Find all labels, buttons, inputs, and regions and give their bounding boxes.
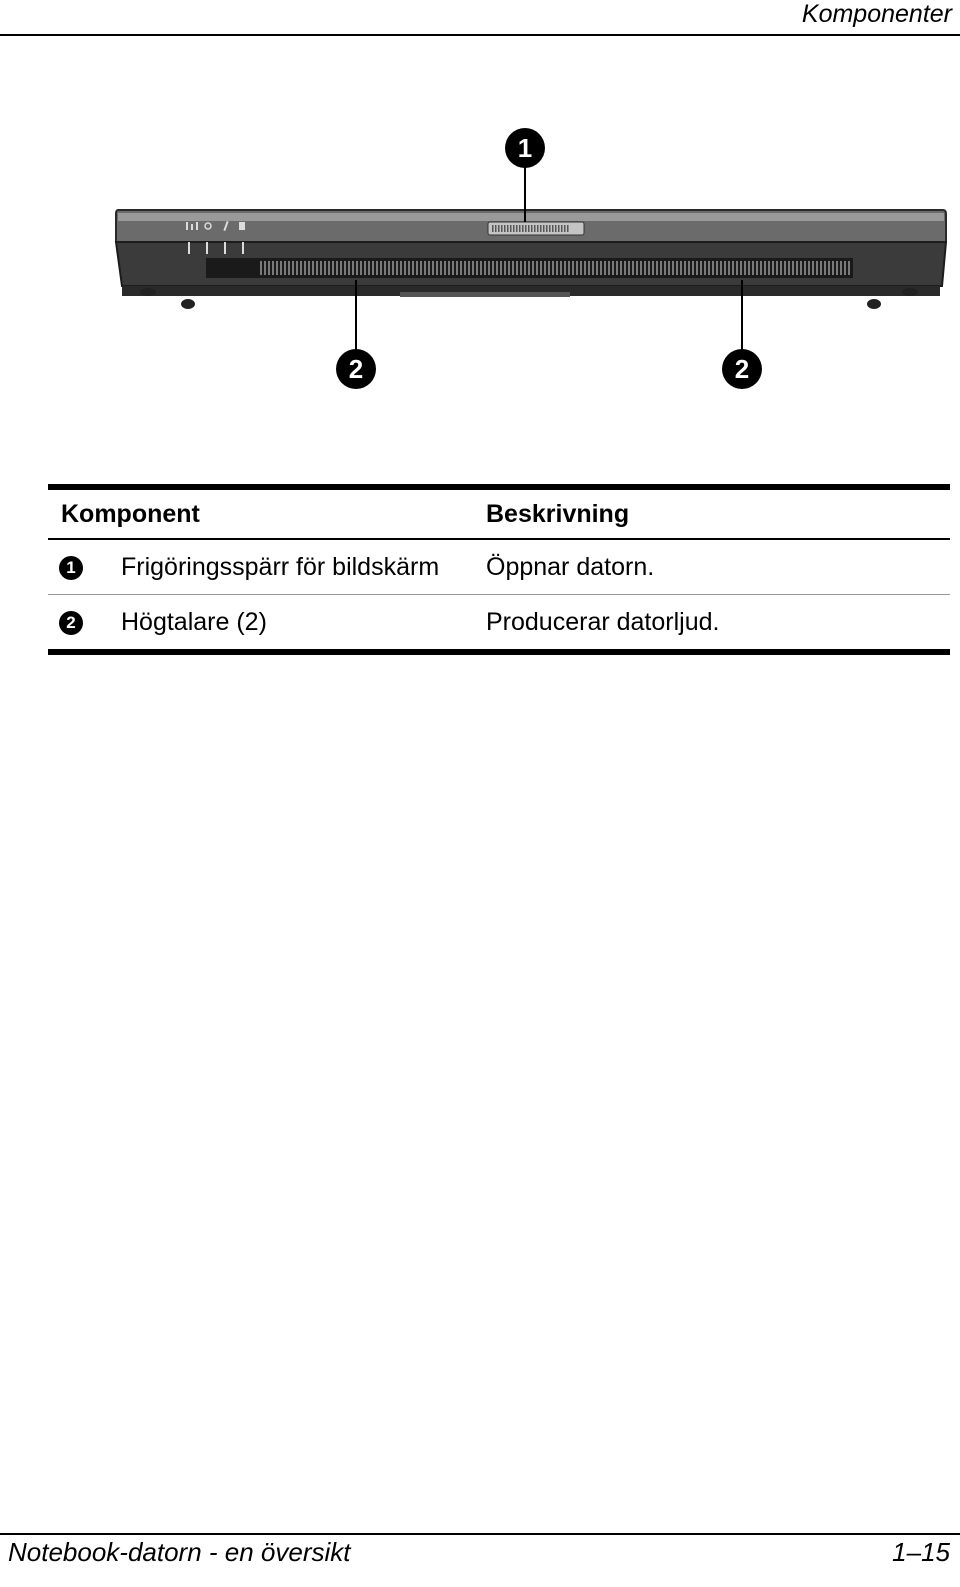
grille-slat [840, 261, 842, 275]
table-row [48, 539, 950, 595]
grille-slat [336, 261, 338, 275]
grille-slat [612, 261, 614, 275]
grille-slat [592, 261, 594, 275]
grille-slat [792, 261, 794, 275]
latch-ridge [498, 225, 500, 232]
grille-slat [356, 261, 358, 275]
grille-slat [400, 261, 402, 275]
latch-ridge [558, 225, 560, 232]
grille-slat [572, 261, 574, 275]
grille-slat [508, 261, 510, 275]
grille-slat [268, 261, 270, 275]
grille-slat [552, 261, 554, 275]
grille-slat [644, 261, 646, 275]
grille-slat [532, 261, 534, 275]
grille-slat [324, 261, 326, 275]
grille-slat [808, 261, 810, 275]
grille-slat [736, 261, 738, 275]
grille-slat [424, 261, 426, 275]
grille-slat [388, 261, 390, 275]
grille-slat [744, 261, 746, 275]
row-number-cell [48, 595, 121, 653]
grille-slat [660, 261, 662, 275]
grille-slat [588, 261, 590, 275]
section-title: Komponenter [801, 0, 952, 28]
grille-slat [740, 261, 742, 275]
latch-ridge [510, 225, 512, 232]
grille-slat [260, 261, 262, 275]
grille-slat [384, 261, 386, 275]
grille-slat [464, 261, 466, 275]
svg-text:2: 2 [348, 354, 364, 384]
grille-slat [436, 261, 438, 275]
grille-slat [600, 261, 602, 275]
component-cell: Högtalare (2) [121, 607, 267, 636]
latch-ridge [552, 225, 554, 232]
latch-ridge [513, 225, 515, 232]
grille-slat [844, 261, 846, 275]
latch-ridge [543, 225, 545, 232]
grille-slat [564, 261, 566, 275]
latch-ridge [531, 225, 533, 232]
grille-slat [848, 261, 850, 275]
grille-slat [796, 261, 798, 275]
latch-ridge [567, 225, 569, 232]
grille-slat [516, 261, 518, 275]
component-table [48, 484, 950, 655]
grille-slat [452, 261, 454, 275]
description-cell: Öppnar datorn. [486, 552, 655, 581]
grille-slat [732, 261, 734, 275]
grille-slat [596, 261, 598, 275]
grille-slat [752, 261, 754, 275]
grille-slat [524, 261, 526, 275]
latch-ridge [507, 225, 509, 232]
grille-slat [320, 261, 322, 275]
svg-text:2: 2 [734, 354, 750, 384]
grille-slat [264, 261, 266, 275]
grille-slat [480, 261, 482, 275]
grille-slat [604, 261, 606, 275]
grille-slat [636, 261, 638, 275]
grille-slat [352, 261, 354, 275]
grille-slat [432, 261, 434, 275]
grille-slat [584, 261, 586, 275]
grille-slat [296, 261, 298, 275]
document-title: Notebook-datorn - en översikt [8, 1537, 351, 1567]
latch-ridge [546, 225, 548, 232]
svg-text:1: 1 [517, 133, 533, 163]
grille-slat [472, 261, 474, 275]
column-header-component: Komponent [61, 499, 200, 528]
page-number: 1–15 [892, 1537, 950, 1567]
grille-slat [288, 261, 290, 275]
grille-slat [816, 261, 818, 275]
callout-number-badge: 1 [59, 556, 83, 580]
grille-slat [764, 261, 766, 275]
grille-slat [528, 261, 530, 275]
grille-slat [608, 261, 610, 275]
grille-slat [476, 261, 478, 275]
grille-slat [800, 261, 802, 275]
grille-slat [724, 261, 726, 275]
grille-slat [492, 261, 494, 275]
latch-ridge [549, 225, 551, 232]
grille-slat [404, 261, 406, 275]
latch-ridge [495, 225, 497, 232]
grille-slat [560, 261, 562, 275]
grille-slat [632, 261, 634, 275]
grille-slat [688, 261, 690, 275]
grille-slat [396, 261, 398, 275]
grille-slat [544, 261, 546, 275]
grille-slat [444, 261, 446, 275]
grille-slat [540, 261, 542, 275]
callout-2-left [336, 349, 376, 389]
grille-slat [820, 261, 822, 275]
grille-slat [832, 261, 834, 275]
grille-slat [780, 261, 782, 275]
grille-slat [344, 261, 346, 275]
grille-slat [836, 261, 838, 275]
grille-slat [428, 261, 430, 275]
grille-slat [304, 261, 306, 275]
component-cell: Frigöringsspärr för bildskärm [121, 552, 440, 581]
running-footer [0, 1533, 960, 1587]
row-number-cell [48, 539, 121, 595]
grille-slat [652, 261, 654, 275]
grille-slat [300, 261, 302, 275]
grille-slat [756, 261, 758, 275]
grille-slat [448, 261, 450, 275]
grille-slat [496, 261, 498, 275]
grille-slat [720, 261, 722, 275]
grille-slat [536, 261, 538, 275]
grille-slat [804, 261, 806, 275]
callout-1 [505, 128, 545, 168]
grille-slat [628, 261, 630, 275]
grille-slat [684, 261, 686, 275]
grille-slat [568, 261, 570, 275]
grille-slat [548, 261, 550, 275]
grille-slat [308, 261, 310, 275]
grille-slat [340, 261, 342, 275]
grille-slat [616, 261, 618, 275]
grille-slat [512, 261, 514, 275]
grille-slat [376, 261, 378, 275]
grille-slat [640, 261, 642, 275]
grille-slat [556, 261, 558, 275]
grille-slat [824, 261, 826, 275]
latch-ridge [561, 225, 563, 232]
grille-slat [704, 261, 706, 275]
running-header [0, 0, 960, 36]
latch-ridge [525, 225, 527, 232]
laptop-front-figure [100, 118, 960, 408]
callout-number-badge: 2 [59, 611, 83, 635]
grille-slat [456, 261, 458, 275]
latch-ridge [504, 225, 506, 232]
latch-ridge [492, 225, 494, 232]
grille-slat [760, 261, 762, 275]
grille-slat [412, 261, 414, 275]
grille-slat [784, 261, 786, 275]
grille-slat [772, 261, 774, 275]
grille-slat [292, 261, 294, 275]
grille-slat [788, 261, 790, 275]
latch-ridge [564, 225, 566, 232]
grille-slat [620, 261, 622, 275]
grille-slat [680, 261, 682, 275]
grille-slat [348, 261, 350, 275]
latch-ridge [534, 225, 536, 232]
grille-slat [372, 261, 374, 275]
grille-slat [648, 261, 650, 275]
grille-slat [272, 261, 274, 275]
grille-slat [380, 261, 382, 275]
grille-slat [828, 261, 830, 275]
grille-slat [408, 261, 410, 275]
latch-ridge [516, 225, 518, 232]
grille-slat [776, 261, 778, 275]
grille-slat [668, 261, 670, 275]
grille-slat [328, 261, 330, 275]
grille-slat [416, 261, 418, 275]
grille-slat [700, 261, 702, 275]
latch-ridge [501, 225, 503, 232]
grille-slat [280, 261, 282, 275]
grille-slat [368, 261, 370, 275]
grille-slat [664, 261, 666, 275]
grille-slat [364, 261, 366, 275]
callout-2-right [722, 349, 762, 389]
grille-slat [500, 261, 502, 275]
column-header-description: Beskrivning [486, 499, 630, 528]
grille-slat [316, 261, 318, 275]
grille-slat [520, 261, 522, 275]
description-cell: Producerar datorljud. [486, 607, 720, 636]
laptop-front-image [116, 210, 946, 309]
grille-slat [656, 261, 658, 275]
grille-slat [696, 261, 698, 275]
grille-slat [716, 261, 718, 275]
grille-slat [504, 261, 506, 275]
grille-slat [576, 261, 578, 275]
grille-slat [332, 261, 334, 275]
grille-slat [624, 261, 626, 275]
latch-ridge [522, 225, 524, 232]
latch-ridge [537, 225, 539, 232]
grille-slat [676, 261, 678, 275]
grille-slat [712, 261, 714, 275]
grille-slat [460, 261, 462, 275]
grille-slat [440, 261, 442, 275]
latch-ridge [528, 225, 530, 232]
grille-slat [580, 261, 582, 275]
table-header-row [48, 487, 950, 539]
grille-slat [468, 261, 470, 275]
grille-slat [728, 261, 730, 275]
latch-ridge [540, 225, 542, 232]
grille-slat [276, 261, 278, 275]
grille-slat [708, 261, 710, 275]
grille-slat [392, 261, 394, 275]
grille-slat [284, 261, 286, 275]
grille-slat [768, 261, 770, 275]
grille-slat [360, 261, 362, 275]
grille-slat [420, 261, 422, 275]
grille-slat [812, 261, 814, 275]
table-row [48, 595, 950, 653]
grille-slat [484, 261, 486, 275]
grille-slat [692, 261, 694, 275]
latch-ridge [555, 225, 557, 232]
grille-slat [312, 261, 314, 275]
latch-ridge [519, 225, 521, 232]
grille-slat [672, 261, 674, 275]
grille-slat [488, 261, 490, 275]
grille-slat [748, 261, 750, 275]
